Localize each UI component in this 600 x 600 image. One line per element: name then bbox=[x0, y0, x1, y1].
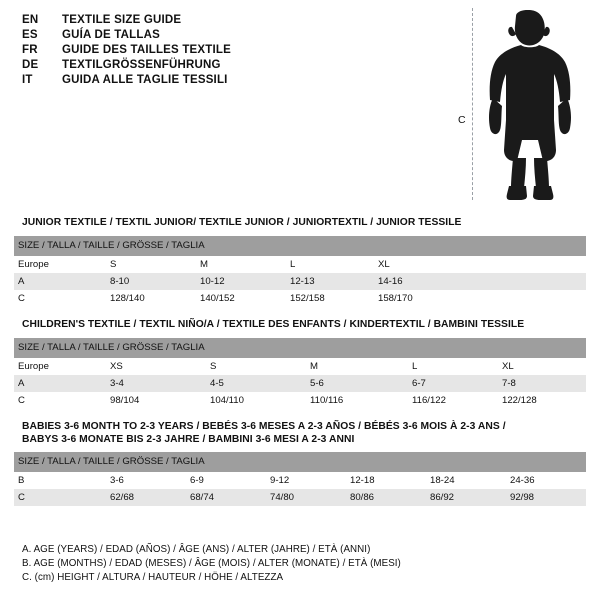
cell-row-label: C bbox=[14, 290, 106, 307]
cell-value: S bbox=[106, 256, 196, 273]
cell-value: 8-10 bbox=[106, 273, 196, 290]
language-row-de bbox=[22, 59, 442, 71]
section-title-children: CHILDREN'S TEXTILE / TEXTIL NIÑO/A / TEXTILE DES ENFANTS / KINDERTEXTIL / BAMBINI TESSILE bbox=[22, 319, 525, 330]
section-title-junior: JUNIOR TEXTILE / TEXTIL JUNIOR/ TEXTILE JUNIOR / JUNIORTEXTIL / JUNIOR TESSILE bbox=[22, 217, 462, 228]
cell-value: L bbox=[408, 358, 498, 375]
cell-value: 92/98 bbox=[506, 489, 586, 506]
table-junior-header-row bbox=[14, 236, 586, 256]
cell-value: 104/110 bbox=[206, 392, 306, 409]
language-code-fr: FR bbox=[22, 44, 38, 56]
language-row-fr bbox=[22, 44, 442, 56]
cell-value: 12-18 bbox=[346, 472, 426, 489]
language-title-it: GUIDA ALLE TAGLIE TESSILI bbox=[62, 74, 228, 86]
cell-row-label: C bbox=[14, 489, 106, 506]
measure-label-c: C bbox=[458, 114, 466, 126]
table-row bbox=[14, 392, 586, 409]
cell-value: 7-8 bbox=[498, 375, 586, 392]
cell-value: XL bbox=[498, 358, 586, 375]
cell-row-label: Europe bbox=[14, 358, 106, 375]
cell-row-label: B bbox=[14, 472, 106, 489]
cell-value: 6-7 bbox=[408, 375, 498, 392]
cell-value: M bbox=[306, 358, 408, 375]
cell-value: 128/140 bbox=[106, 290, 196, 307]
table-row bbox=[14, 472, 586, 489]
height-measure-line bbox=[472, 8, 473, 200]
language-title-es: GUÍA DE TALLAS bbox=[62, 29, 160, 41]
cell-value: XL bbox=[374, 256, 462, 273]
table-children-header-label: SIZE / TALLA / TAILLE / GRÖSSE / TAGLIA bbox=[14, 338, 586, 358]
cell-value: 110/116 bbox=[306, 392, 408, 409]
table-babies bbox=[14, 452, 586, 506]
language-code-de: DE bbox=[22, 59, 39, 71]
section-title-babies-line2: BABYS 3-6 MONATE BIS 2-3 JAHRE / BAMBINI 3-6 MESI A 2-3 ANNI bbox=[22, 434, 355, 445]
table-children bbox=[14, 338, 586, 409]
table-row bbox=[14, 358, 586, 375]
cell-empty bbox=[462, 256, 586, 273]
cell-value: 116/122 bbox=[408, 392, 498, 409]
cell-value: 140/152 bbox=[196, 290, 286, 307]
table-row bbox=[14, 273, 586, 290]
cell-empty bbox=[462, 273, 586, 290]
toddler-silhouette-icon bbox=[480, 10, 590, 202]
language-title-fr: GUIDE DES TAILLES TEXTILE bbox=[62, 44, 231, 56]
cell-value: 6-9 bbox=[186, 472, 266, 489]
language-row-en bbox=[22, 14, 442, 26]
cell-value: 62/68 bbox=[106, 489, 186, 506]
language-title-en: TEXTILE SIZE GUIDE bbox=[62, 14, 182, 26]
table-children-header-row bbox=[14, 338, 586, 358]
cell-value: 12-13 bbox=[286, 273, 374, 290]
cell-value: 4-5 bbox=[206, 375, 306, 392]
language-row-es bbox=[22, 29, 442, 41]
cell-row-label: A bbox=[14, 375, 106, 392]
legend-note-b: B. AGE (MONTHS) / EDAD (MESES) / ÂGE (MOIS) / ALTER (MONATE) / ETÀ (MESI) bbox=[22, 558, 401, 569]
cell-value: 3-6 bbox=[106, 472, 186, 489]
cell-value: 74/80 bbox=[266, 489, 346, 506]
language-code-es: ES bbox=[22, 29, 38, 41]
cell-empty bbox=[462, 290, 586, 307]
cell-row-label: Europe bbox=[14, 256, 106, 273]
legend-note-a: A. AGE (YEARS) / EDAD (AÑOS) / ÂGE (ANS) / ALTER (JAHRE) / ETÀ (ANNI) bbox=[22, 544, 371, 555]
cell-value: 152/158 bbox=[286, 290, 374, 307]
measurement-figure bbox=[450, 8, 590, 203]
cell-value: 80/86 bbox=[346, 489, 426, 506]
table-row bbox=[14, 290, 586, 307]
cell-value: 10-12 bbox=[196, 273, 286, 290]
language-code-en: EN bbox=[22, 14, 39, 26]
cell-row-label: C bbox=[14, 392, 106, 409]
table-junior bbox=[14, 236, 586, 307]
cell-value: 122/128 bbox=[498, 392, 586, 409]
language-title-de: TEXTILGRÖSSENFÜHRUNG bbox=[62, 59, 221, 71]
table-row bbox=[14, 375, 586, 392]
cell-value: 24-36 bbox=[506, 472, 586, 489]
table-row bbox=[14, 256, 586, 273]
cell-value: 14-16 bbox=[374, 273, 462, 290]
legend-note-c: C. (cm) HEIGHT / ALTURA / HAUTEUR / HÖHE / ALTEZZA bbox=[22, 572, 284, 583]
cell-value: 9-12 bbox=[266, 472, 346, 489]
cell-value: 5-6 bbox=[306, 375, 408, 392]
table-junior-header-label: SIZE / TALLA / TAILLE / GRÖSSE / TAGLIA bbox=[14, 236, 586, 256]
cell-value: 18-24 bbox=[426, 472, 506, 489]
table-babies-header-label: SIZE / TALLA / TAILLE / GRÖSSE / TAGLIA bbox=[14, 452, 586, 472]
table-row bbox=[14, 489, 586, 506]
section-title-babies-line1: BABIES 3-6 MONTH TO 2-3 YEARS / BEBÉS 3-6 MESES A 2-3 AÑOS / BÉBÉS 3-6 MOIS À 2-3 ANS / bbox=[22, 421, 506, 432]
cell-value: 3-4 bbox=[106, 375, 206, 392]
language-code-it: IT bbox=[22, 74, 33, 86]
language-row-it bbox=[22, 74, 442, 86]
table-babies-header-row bbox=[14, 452, 586, 472]
cell-value: S bbox=[206, 358, 306, 375]
legend-notes bbox=[22, 544, 582, 586]
cell-value: L bbox=[286, 256, 374, 273]
language-title-block bbox=[22, 14, 442, 89]
cell-value: 68/74 bbox=[186, 489, 266, 506]
cell-value: 158/170 bbox=[374, 290, 462, 307]
cell-value: M bbox=[196, 256, 286, 273]
cell-value: 98/104 bbox=[106, 392, 206, 409]
cell-value: 86/92 bbox=[426, 489, 506, 506]
cell-row-label: A bbox=[14, 273, 106, 290]
cell-value: XS bbox=[106, 358, 206, 375]
